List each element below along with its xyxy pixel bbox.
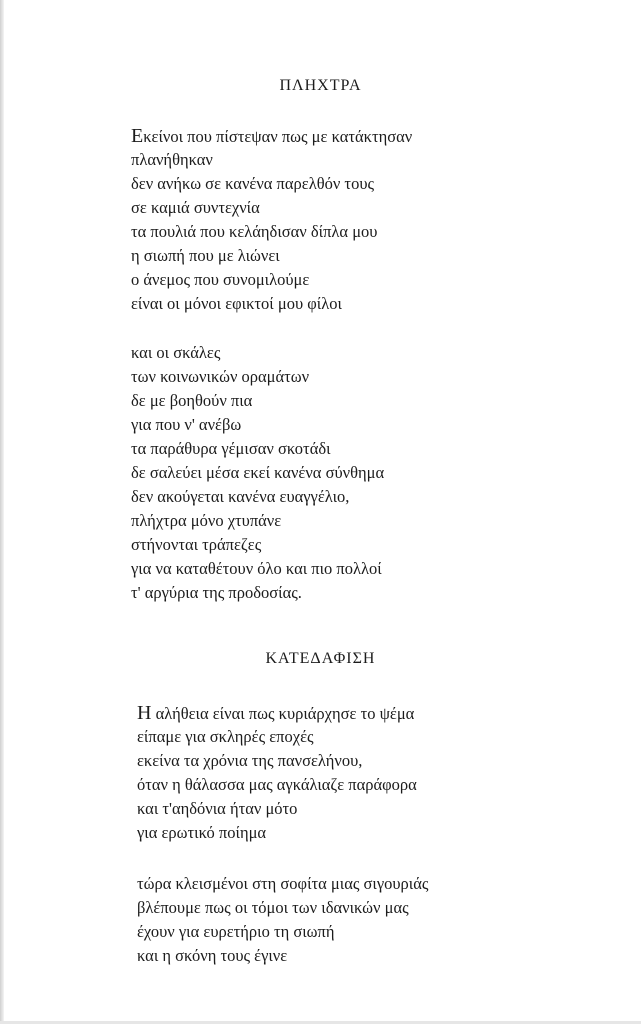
initial-letter: Η <box>137 702 152 724</box>
stanza <box>137 701 417 845</box>
verse-line: των κοινωνικών οραμάτων <box>131 367 310 386</box>
initial-letter: Ε <box>131 125 144 147</box>
verse-line: έχουν για ευρετήριο τη σιωπή <box>137 922 335 941</box>
poem-title: ΠΛΗΧΤΡΑ <box>279 77 362 94</box>
verse-line: για που ν' ανέβω <box>131 415 242 434</box>
verse-line: τα πουλιά που κελάηδισαν δίπλα μου <box>131 222 378 241</box>
stanza <box>131 124 412 316</box>
verse-line: δεν ανήκω σε κανένα παρελθόν τους <box>131 174 375 193</box>
verse-line: η σιωπή που με λιώνει <box>131 246 280 265</box>
verse-line: πλήχτρα μόνο χτυπάνε <box>131 511 282 530</box>
verse-rest: κείνοι που πίστεψαν πως με κατάκτησαν <box>143 127 413 146</box>
verse-line <box>137 701 417 725</box>
verse-line: εκείνα τα χρόνια της πανσελήνου, <box>137 751 363 770</box>
verse-line: τα παράθυρα γέμισαν σκοτάδι <box>131 439 331 458</box>
verse-line: στήνονται τράπεζες <box>131 535 262 554</box>
verse-line: ο άνεμος που συνομιλούμε <box>131 270 310 289</box>
verse-line: βλέπουμε πως οι τόμοι των ιδανικών μας <box>137 898 409 917</box>
verse-rest: αλήθεια είναι πως κυριάρχησε το ψέμα <box>151 704 415 723</box>
verse-line: τ' αργύρια της προδοσίας. <box>131 583 302 602</box>
verse-line: είναι οι μόνοι εφικτοί μου φίλοι <box>131 294 342 313</box>
verse-line: είπαμε για σκληρές εποχές <box>137 727 314 746</box>
verse-line: για ερωτικό ποίημα <box>137 823 267 842</box>
verse-line: δε με βοηθούν πια <box>131 391 253 410</box>
stanza <box>131 341 384 605</box>
verse-line: και η σκόνη τους έγινε <box>137 946 288 965</box>
verse-line: τώρα κλεισμένοι στη σοφίτα μιας σιγουριάς <box>137 874 429 893</box>
verse-line: σε καμιά συντεχνία <box>131 198 260 217</box>
poem-title: ΚΑΤΕΔΑΦΙΣΗ <box>265 650 376 667</box>
verse-line: δεν ακούγεται κανένα ευαγγέλιο, <box>131 487 350 506</box>
verse-line: και τ'αηδόνια ήταν μότο <box>137 799 298 818</box>
verse-line <box>131 124 412 148</box>
verse-line: όταν η θάλασσα μας αγκάλιαζε παράφορα <box>137 775 417 794</box>
page-edge <box>0 0 4 1024</box>
verse-line: δε σαλεύει μέσα εκεί κανένα σύνθημα <box>131 463 385 482</box>
verse-line: για να καταθέτουν όλο και πιο πολλοί <box>131 559 382 578</box>
stanza <box>137 872 428 968</box>
verse-line: και οι σκάλες <box>131 343 221 362</box>
verse-line: πλανήθηκαν <box>131 150 213 169</box>
